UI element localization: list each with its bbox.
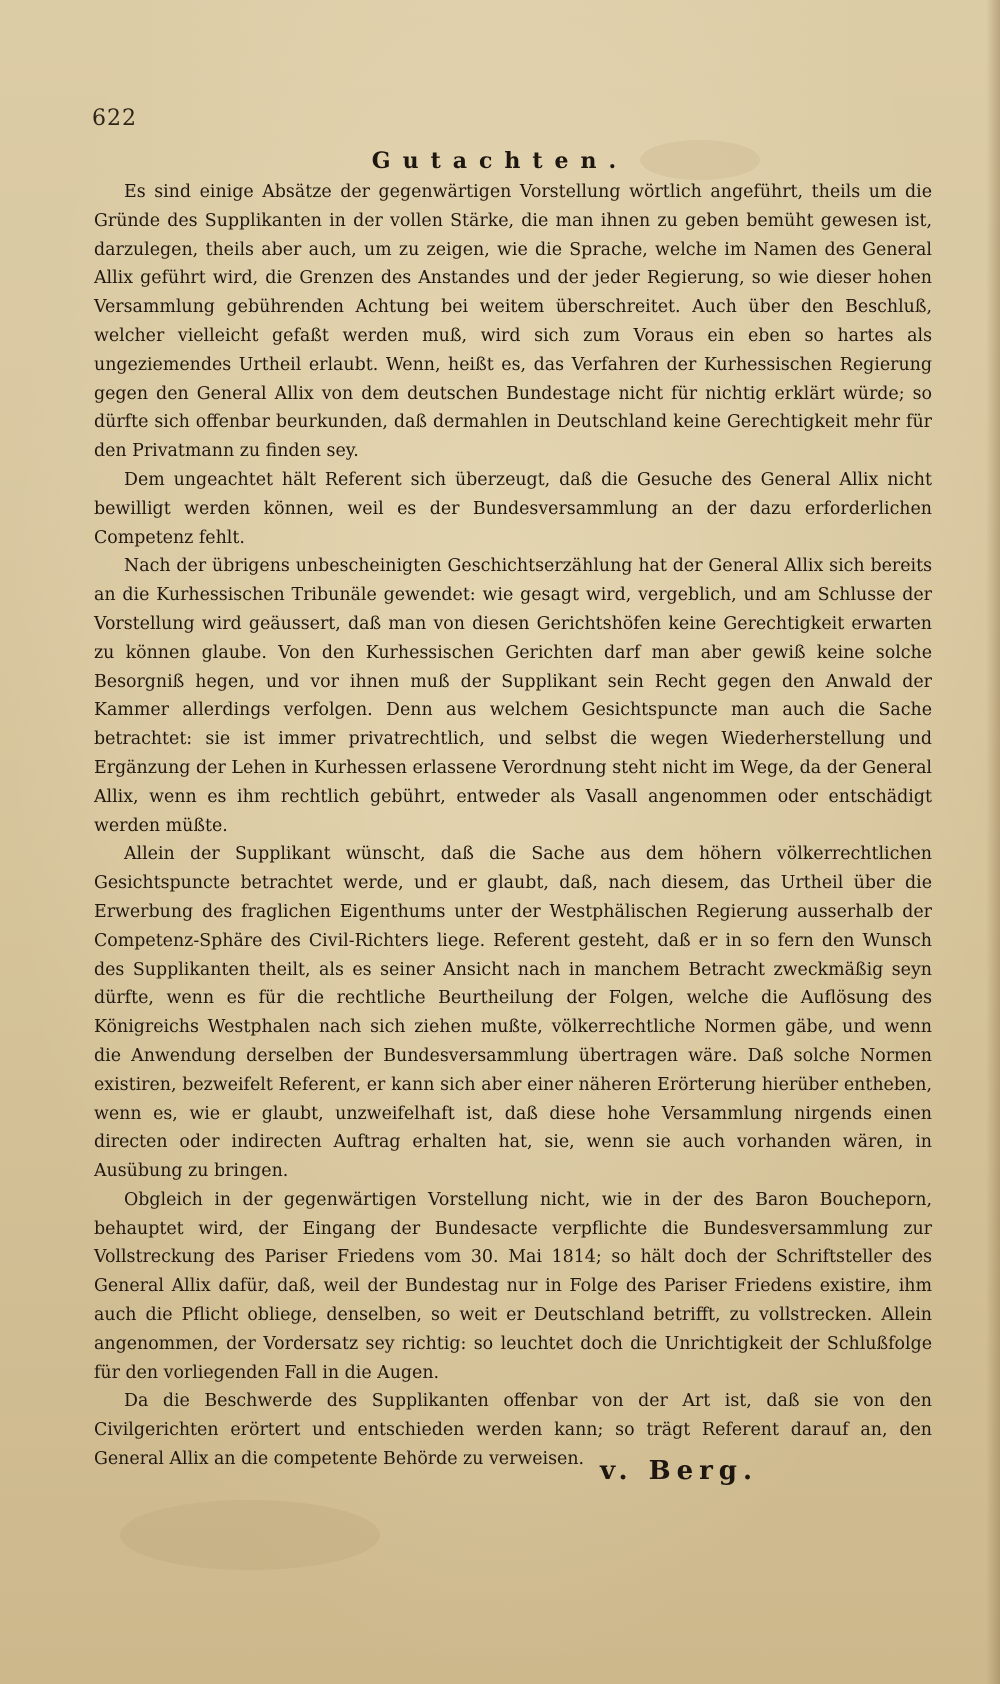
paragraph: Nach der übrigens unbescheinigten Geschichtserzählung hat der General Allix sich bereits an die Kurhessischen Tribunäle gewendet: wie gesagt wird, vergeblich, und am Schlusse der Vorstellung wird geäussert, daß man von diesen Gerichtshöfen keine Gerechtigkeit erwarten zu können glaube. Von den Kurhessischen Gerichten darf man aber gewiß keine solche Besorgniß hegen, und vor ihnen muß der Supplikant sein Recht gegen den Anwald der Kammer allerdings verfolgen. Denn aus welchem Gesichtspuncte man auch die Sache betrachtet: sie ist immer privatrechtlich, und selbst die wegen Wiederherstellung und Ergänzung der Lehen in Kurhessen erlassene Verordnung steht nicht im Wege, da der General Allix, wenn es ihm rechtlich gebührt, entweder als Vasall angenommen oder entschädigt werden müßte.: [94, 556, 932, 836]
body-text: [94, 178, 932, 1474]
paragraph: Dem ungeachtet hält Referent sich überzeugt, daß die Gesuche des General Allix nicht bewilligt werden können, weil es der Bundesversammlung an der dazu erforderlichen Competenz fehlt.: [94, 469, 932, 548]
page-edge-shadow: [986, 0, 1000, 1684]
paragraph: Es sind einige Absätze der gegenwärtigen Vorstellung wörtlich angeführt, theils um die Gründe des Supplikanten in der vollen Stärke, die man ihnen zu geben bemüht gewesen ist, darzulegen, theils aber auch, um zu zeigen, wie die Sprache, welche im Namen des General Allix geführt wird, die Grenzen des Anstandes und der jeder Regierung, so wie dieser hohen Versammlung gebührenden Achtung bei weitem überschreitet. Auch über den Beschluß, welcher vielleicht gefaßt werden muß, wird sich zum Voraus ein eben so hartes als ungeziemendes Urtheil erlaubt. Wenn, heißt es, das Verfahren der Kurhessischen Regierung gegen den General Allix von dem deutschen Bundestage nicht für nichtig erklärt würde; so dürfte sich offenbar beurkunden, daß dermahlen in Deutschland keine Gerechtigkeit mehr für den Privatmann zu finden sey.: [94, 182, 932, 462]
paragraph: Allein der Supplikant wünscht, daß die Sache aus dem höhern völkerrechtlichen Gesichtspuncte betrachtet werde, und er glaubt, daß, nach diesem, das Urtheil über die Erwerbung des fraglichen Eigenthums unter der Westphälischen Regierung ausserhalb der Competenz-Sphäre des Civil-Richters liege. Referent gesteht, daß er in so fern den Wunsch des Supplikanten theilt, als es seiner Ansicht nach in manchem Betracht zweckmäßig seyn dürfte, wenn es für die rechtliche Beurtheilung der Folgen, welche die Auflösung des Königreichs Westphalen nach sich ziehen mußte, völkerrechtliche Normen gäbe, und wenn die Anwendung derselben der Bundesversammlung übertragen wäre. Daß solche Normen existiren, bezweifelt Referent, er kann sich aber einer näheren Erörterung hierüber entheben, wenn es, wie er glaubt, unzweifelhaft ist, daß diese hohe Versammlung nirgends einen directen oder indirecten Auftrag erhalten hat, sie, wenn sie auch vorhanden wären, in Ausübung zu bringen.: [94, 844, 932, 1182]
paper-stain: [120, 1500, 380, 1570]
section-heading: Gutachten.: [371, 148, 629, 174]
paragraph: Da die Beschwerde des Supplikanten offenbar von der Art ist, daß sie von den Civilgerichten erörtert und entschieden werden kann; so trägt Referent darauf an, den General Allix an die competente Behörde zu verweisen.: [94, 1391, 932, 1470]
paragraph: Obgleich in der gegenwärtigen Vorstellung nicht, wie in der des Baron Boucheporn, behauptet wird, der Eingang der Bundesacte verpflichte die Bundesversammlung zur Vollstreckung des Pariser Friedens vom 30. Mai 1814; so hält doch der Schriftsteller des General Allix dafür, daß, weil der Bundestag nur in Folge des Pariser Friedens existire, ihm auch die Pflicht obliege, denselben, so weit er Deutschland betrifft, zu vollstrecken. Allein angenommen, der Vordersatz sey richtig: so leuchtet doch die Unrichtigkeit der Schlußfolge für den vorliegenden Fall in die Augen.: [94, 1189, 932, 1383]
page-number: 622: [92, 106, 137, 131]
signature: v. Berg.: [600, 1456, 759, 1486]
